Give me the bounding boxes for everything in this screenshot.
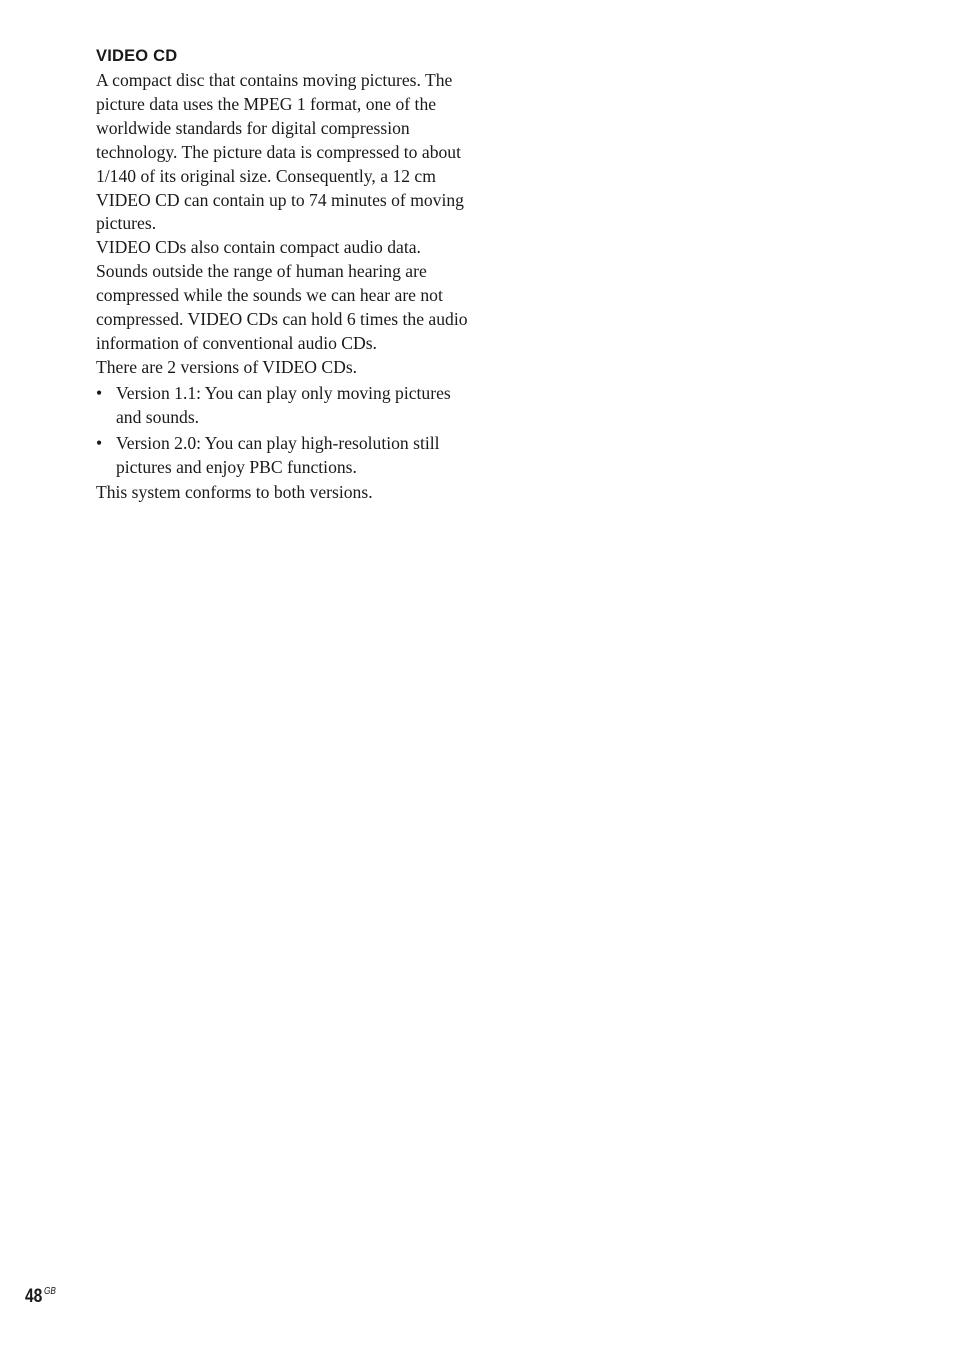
list-item	[96, 432, 476, 480]
section-heading: VIDEO CD	[96, 47, 178, 65]
page-region-suffix: GB	[43, 1286, 56, 1297]
main-column	[96, 45, 476, 505]
page-number-value: 48	[25, 1286, 43, 1307]
paragraph-intro: A compact disc that contains moving pictures. The picture data uses the MPEG 1 format, one of the worldwide standards for digital compression technology. The picture data is compressed to about 1/140 of its original size. Consequently, a 12 cm VIDEO CD can contain up to 74 minutes of moving pictures.	[96, 70, 464, 234]
list-item-text: Version 1.1: You can play only moving pictures and sounds.	[116, 382, 451, 427]
paragraph-versions: There are 2 versions of VIDEO CDs.	[96, 356, 358, 377]
list-item-text: Version 2.0: You can play high-resolution still pictures and enjoy PBC functions.	[116, 433, 440, 477]
paragraph-audio: VIDEO CDs also contain compact audio data. Sounds outside the range of human hearing are compressed while the sounds we can hear are not compressed. VIDEO CDs can hold 6 times the audio information of conventional audio CDs.	[96, 237, 468, 353]
bullet-icon: •	[96, 433, 103, 454]
bullet-icon: •	[96, 382, 103, 403]
page-number	[25, 1280, 56, 1309]
list-item	[96, 382, 476, 430]
version-list	[96, 382, 476, 480]
paragraph-closing: This system conforms to both versions.	[96, 482, 373, 503]
